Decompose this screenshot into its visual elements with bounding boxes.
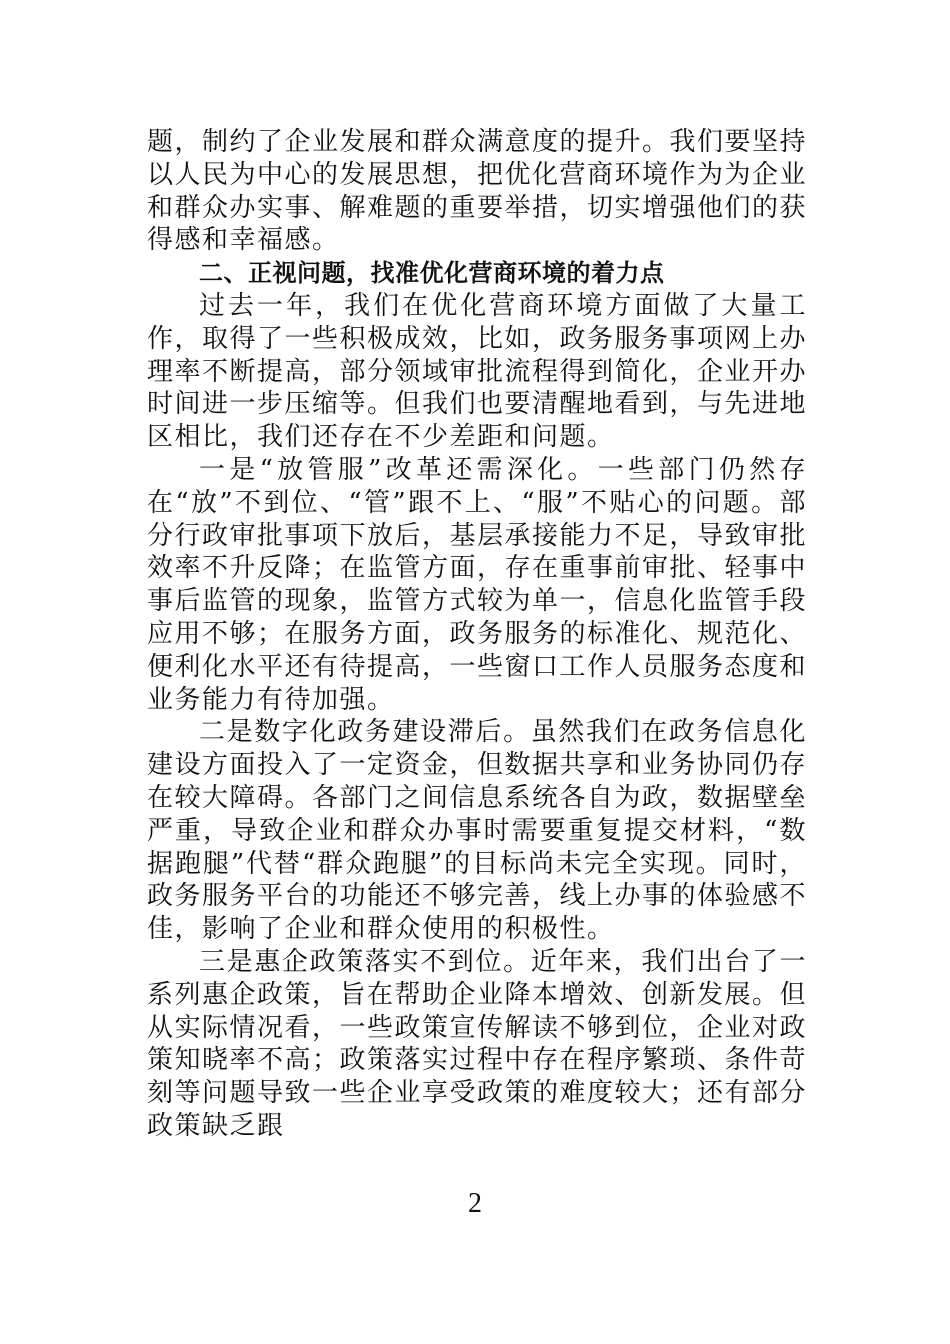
paragraph-point-two: 二是数字化政务建设滞后。虽然我们在政务信息化建设方面投入了一定资金，但数据共享和业务协同仍存在较大障碍。各部门之间信息系统各自为政，数据壁垒严重，导致企业和群众办事时需要重复提交材料，“数据跑腿”代替“群众跑腿”的目标尚未完全实现。同时，政务服务平台的功能还不够完善，线上办事的体验感不佳，影响了企业和群众使用的积极性。 [147,717,808,945]
paragraph-point-three: 三是惠企政策落实不到位。近年来，我们出台了一系列惠企政策，旨在帮助企业降本增效、创新发展。但从实际情况看，一些政策宣传解读不够到位，企业对政策知晓率不高；政策落实过程中存在程序繁琐、条件苛刻等问题导致一些企业享受政策的难度较大；还有部分政策缺乏跟 [147,946,808,1141]
paragraph-point-one: 一是“放管服”改革还需深化。一些部门仍然存在“放”不到位、“管”跟不上、“服”不贴心的问题。部分行政审批事项下放后，基层承接能力不足，导致审批效率不升反降；在监管方面，存在重事前审批、轻事中事后监管的现象，监管方式较为单一，信息化监管手段应用不够；在服务方面，政务服务的标准化、规范化、便利化水平还有待提高，一些窗口工作人员服务态度和业务能力有待加强。 [147,454,808,715]
document-body [147,126,807,1143]
section-heading: 二、正视问题，找准优化营商环境的着力点 [199,259,665,288]
paragraph-overview: 过去一年，我们在优化营商环境方面做了大量工作，取得了一些积极成效，比如，政务服务事项网上办理率不断提高，部分领域审批流程得到简化，企业开办时间进一步压缩等。但我们也要清醒地看到，与先进地区相比，我们还存在不少差距和问题。 [147,290,808,453]
paragraph-continuation: 题，制约了企业发展和群众满意度的提升。我们要坚持以人民为中心的发展思想，把优化营商环境作为为企业和群众办实事、解难题的重要举措，切实增强他们的获得感和幸福感。 [147,127,808,256]
page-number: 2 [468,1188,482,1219]
